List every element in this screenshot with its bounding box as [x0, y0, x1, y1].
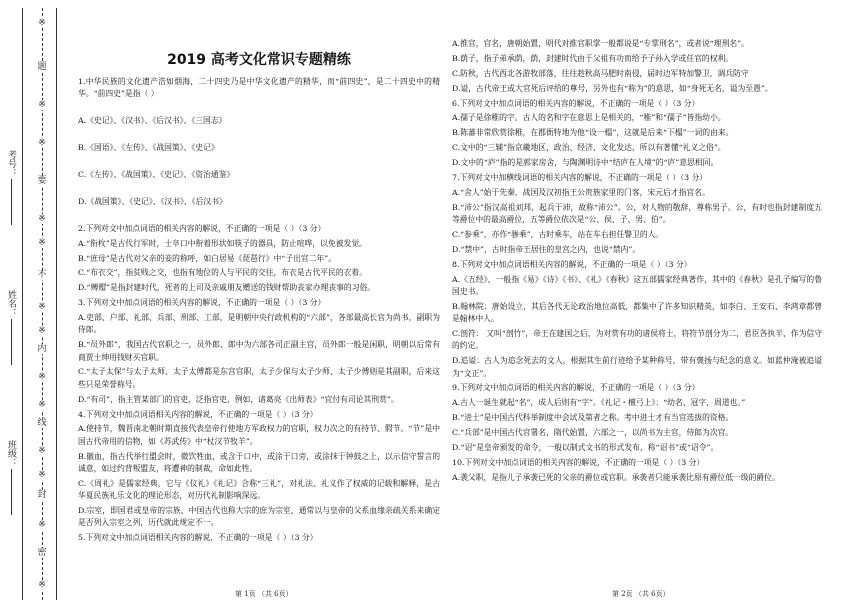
question-paragraph: C.剖符： 又叫“剖竹”，帝王在建国之后，为对赏有功的诸侯将士，将符节剖分为二，君臣各执半，作为信守的约定。 [452, 329, 822, 351]
paragraph-gap [78, 157, 440, 169]
question-paragraph: A.吏部、户部、礼部、兵部、刑部、工部，是明朝中央行政机构的“六部”，各部最高长官为尚书，副职为侍郎。 [78, 313, 440, 335]
question-paragraph: B.《国语》、《左传》、《战国策》、《史记》 [78, 143, 219, 153]
question-paragraph: A.孺子是徐稚的字。古人的名和字在意思上是相关的，“稚”和“孺子”皆指幼小。 [452, 113, 726, 123]
question-paragraph: 8.下列对文中加点词语相关内容的解说，不正确的一项是（ ）（3 分） [452, 259, 692, 269]
paragraph-gap [78, 130, 440, 142]
binding-word-mi: 密 [37, 548, 47, 558]
page-1-questions [78, 76, 440, 544]
question-paragraph: C.防秋，古代西北各游牧部落，往往趁秋高马肥时南侵，届时边军特加警卫，调兵防守 [452, 68, 749, 78]
class-underline [11, 469, 12, 515]
binding-word-ti: 题 [37, 62, 47, 72]
question-paragraph: B.翰林院：唐始设立，其后各代无论政治地位高低，都集中了许多知识精英，如李白、王安石、李鸿章都曾是翰林中人。 [452, 301, 822, 324]
binding-word-feng: 封 [37, 490, 47, 500]
question-paragraph: C.“太子太保”与太子太师、太子太傅都是东宫官职，太子少保与太子少师、太子少傅则是其副职，后来这些只是荣誉称号。 [78, 367, 440, 389]
exam-number-label: 考号： [6, 150, 16, 177]
binding-star-mark: ※ [36, 372, 48, 382]
binding-star-mark: ※ [36, 238, 48, 248]
question-paragraph: B.陈蕃非常欣赏徐稚，在郡衙特地为他“设一榻”，这就是后来“下榻”一词的由来。 [452, 128, 734, 138]
binding-word-yao: 要 [37, 176, 47, 186]
page-1-column [78, 24, 440, 547]
question-paragraph: 10.下列对文中加点词语的相关内容的解说，不正确的一项是（ ）（3 分） [452, 457, 705, 467]
exam-number-underline [11, 179, 12, 225]
binding-star-mark: ※ [36, 18, 48, 28]
question-paragraph: 5.下列对文中加点词语相关内容的解说，不正确的一项是（ ）（3 分） [78, 533, 318, 543]
binding-star-mark: ※ [36, 214, 48, 224]
question-paragraph: 6.下列对文中加点词语的相关内容的解说，不正确的一项是（ ）（3 分） [452, 98, 700, 108]
question-paragraph: C.“参乘”，亦作“骖乘”，古时乘车，站在车右担任警卫的人。 [452, 229, 664, 239]
question-paragraph: D.追谥：古人为追念死去的文人，根据其生前行迹给予某种称号，带有褒扬与纪念的意义。如蓝仲淹被追谥为“文正”。 [452, 356, 822, 378]
page-title: 2019 高考文化常识专题精练 [167, 52, 351, 68]
question-paragraph: A.“衔枚”是古代行军时，士卒口中衔着形状如筷子的器具，防止喧哗，以免被发觉。 [78, 238, 367, 248]
question-paragraph: B.“沛公”指汉高祖刘邦，起兵于沛，故称“沛公”。公，对人物的敬辞，尊称男子。公，有时也指封建制度五等爵位中的最高爵位，五等爵位依次是“公、侯、子、男、伯”。 [452, 202, 822, 225]
question-paragraph: C.“布衣交”，指贫贱之交，也指有地位的人与平民的交往，布衣是古代平民的衣着。 [78, 268, 368, 278]
question-paragraph: A.《五经》，一般指《易》《诗》《书》、《礼》《春秋》这五部儒家经典著作，其中的《春秋》是孔子编写的鲁国史书。 [452, 274, 822, 296]
class-field [2, 440, 16, 515]
binding-rule-inner [56, 8, 57, 600]
binding-rule-outer [22, 8, 23, 600]
paragraph-gap [78, 184, 440, 196]
page-2-footer: 第 2页 （共 6页） [612, 590, 670, 598]
binding-star-mark: ※ [36, 138, 48, 148]
binding-star-mark: ※ [36, 302, 48, 312]
binding-star-mark: ※ [36, 470, 48, 480]
binding-star-mark: ※ [36, 326, 48, 336]
question-paragraph: B.徽血，指古代举行盟会时，微饮牲血，或含于口中，或涂于口旁，或涂抹于钟鼓之上，以示信守誓言的诚意，如过约背叛盟友，将遭神的制裁，命如此牲。 [78, 451, 440, 473]
question-paragraph: D.谥，古代帝王或大官死后评给的尊号，另外也有“称为”的意思，如“身死无名，谥为至愚”。 [452, 83, 773, 93]
question-paragraph: B.“庶母”是古代对父亲的妾的称呼，如白居易《琵琶行》中“子出官二年”。 [78, 253, 337, 263]
page-2-questions [452, 38, 822, 484]
question-paragraph: A.袭父职，是指儿子承袭已死的父亲的爵位或官职。承袭者只能承袭比原有爵位低一级的爵位。 [452, 472, 780, 482]
question-paragraph: C.文中的“三辅”指京畿地区，政治、经济、文化发达，所以有著懂“礼义之俗”。 [452, 143, 726, 153]
question-paragraph: 1.中华民族的文化遗产浩如烟海，二十四史乃是中华文化遗产的精华，而“前四史”，是二十四史中的精华。“前四史”是指（ ） [78, 77, 440, 99]
question-paragraph: A.推官，官名，唐朝始置，明代对推官职掌一般都说是“专掌刑名”，或者说“理刑名”。 [452, 39, 749, 48]
question-paragraph: 4.下列对文中加点词语相关内容的解说，不正确的一项是（ ）（3 分） [78, 409, 318, 419]
exam-number-field [2, 150, 16, 225]
question-paragraph: A.使持节，魏晋南北朝时期直接代表皇帝行使地方军政权力的官职，权力次之的有持节、假节。“节”是中国古代帝用的信物，如《苏武传》中“杖汉节牧羊”。 [78, 424, 440, 446]
question-paragraph: A.《史记》、《汉书》、《后汉书》、《三国志》 [78, 116, 227, 126]
question-paragraph: B.荫子，指子弟承荫，荫，封建时代由于父祖有功而给予子孙入学或任官的权利。 [452, 53, 734, 63]
binding-word-nei: 内 [37, 344, 47, 354]
paragraph-gap [78, 103, 440, 115]
question-paragraph: C.《左传》、《战国策》、《史记》、《资治通鉴》 [78, 169, 235, 179]
question-paragraph: 7.下列对文中加横线词语的相关内容的解说，不正确的一项是（ ）（3 分） [452, 173, 708, 183]
question-paragraph: C.“兵部”是中国古代官署名，隋代始置，六部之一，以尚书为主官，侍郎为次官。 [452, 428, 734, 438]
question-paragraph: D.“有司”，指主管某部门的官吏，泛指官吏，例如，诸葛亮《出师表》“宜付有司论其刑赏”。 [78, 394, 399, 404]
name-label: 姓名： [6, 290, 16, 317]
question-paragraph: D.宗室，即国君或皇帝的宗族，中国古代也称大宗的庶为宗室，通常以与皇帝的父系血缘亲疏关系来确定是否列入宗室之列，历代就此规定不一。 [78, 506, 440, 528]
binding-star-mark: ※ [36, 400, 48, 410]
binding-word-xian: 线 [37, 418, 47, 428]
binding-star-mark: ※ [36, 580, 48, 590]
class-label: 班级： [6, 440, 16, 467]
name-underline [11, 319, 12, 365]
question-paragraph: B.“员外郎”，我国古代官职之一，员外郎、郎中为六部各司正副主官，员外郎一般是闲职，明朝以后常有商贾士绅用钱财买官职。 [78, 340, 440, 362]
binding-margin [0, 0, 58, 608]
binding-star-mark: ※ [36, 520, 48, 530]
question-paragraph: A.古人一诞生就起“名”，成人后则有“字”。《礼记・檀弓上》：“幼名、冠字，周道也。” [452, 398, 746, 408]
question-paragraph: B.“进士”是中国古代科举制度中会试及第者之称。考中进士才有当官选拔的资格。 [452, 413, 734, 423]
question-paragraph: D.“禁中”，古时指帝王居住的皇宫之内，也说“禁内”。 [452, 244, 641, 254]
question-paragraph: A.“舍人”始于先秦，战国及汉初指王公贵族家里的门客，宋元后才指官名。 [452, 187, 710, 197]
binding-word-bu: 不 [37, 270, 47, 280]
question-paragraph: D.“赙赗”是指封建时代，死者的上司及亲戚朋友赠送的钱财帮助丧家办理丧事的习俗。 [78, 283, 376, 293]
paragraph-gap [78, 211, 440, 223]
name-field [2, 290, 16, 365]
binding-star-mark: ※ [36, 100, 48, 110]
question-paragraph: D.《战国策》、《史记》、《汉书》、《后汉书》 [78, 196, 227, 206]
question-paragraph: 2.下列对文中加点词语的相关内容的解说，不正确的一项是（ ）（3 分） [78, 223, 326, 233]
question-paragraph: D.“诏”是皇帝颁发的命令，一般以制式文书的形式发布，称“诏书”或“诏令”。 [452, 442, 719, 452]
binding-star-mark: ※ [36, 446, 48, 456]
question-paragraph: 3.下列对文中加点词语的相关内容的解说，不正确的一项是（ ）（3 分） [78, 298, 326, 308]
question-paragraph: 9.下列对文中加点词语的相关内容的解说，不正确的一项是（ ）（3 分） [452, 383, 700, 393]
page-1-footer: 第 1页 （共 6页） [235, 590, 293, 598]
question-paragraph: D.文中的“庐”指的是郭家房舍，与陶渊明诗中“结庐在人境”的“庐”意思相同。 [452, 158, 719, 168]
page-2-column [452, 38, 822, 487]
question-paragraph: C.《周礼》是儒家经典，它与《仪礼》《礼记》合称“三礼”，对礼法、礼义作了权威的记载和解释，是古华夏民族礼乐文化的理论形态，对历代礼制影响深远。 [78, 478, 440, 501]
